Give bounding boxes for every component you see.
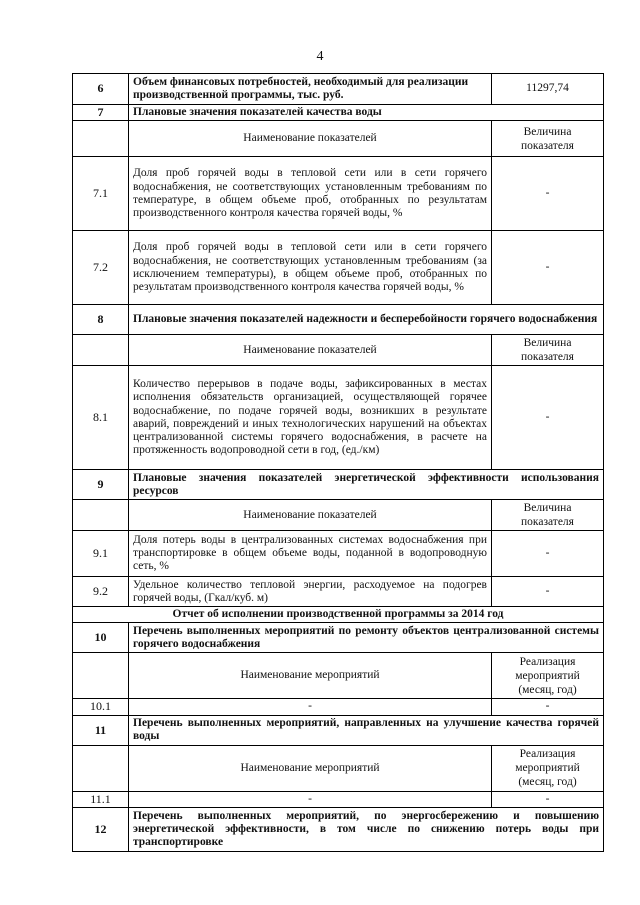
section-number: 11 bbox=[73, 715, 129, 745]
header-name: Наименование показателей bbox=[129, 121, 492, 157]
section-row bbox=[73, 715, 604, 745]
header-value: Величина показателя bbox=[492, 121, 604, 157]
section-title: Плановые значения показателей надежности и бесперебойности горячего водоснабжения bbox=[129, 305, 604, 335]
row-text: Количество перерывов в подаче воды, зафиксированных в местах исполнения обязательств организацией, осуществляющей горячее водоснабжение, по подаче горячей воды, возникших в результате аварий, повреждений и иных технологических нарушений на объектах централизованной системы горячего водоснабжения, в расчете на протяженность водопроводной сети в год, (ед./км) bbox=[129, 366, 492, 470]
header-row bbox=[73, 335, 604, 366]
table-row bbox=[73, 231, 604, 305]
row-text: Удельное количество тепловой энергии, расходуемое на подогрев горячей воды, (Гкал/куб. м) bbox=[129, 577, 492, 607]
row-number: 8.1 bbox=[73, 366, 129, 470]
header-value: Величина показателя bbox=[492, 500, 604, 531]
header-row bbox=[73, 653, 604, 699]
header-name: Наименование показателей bbox=[129, 335, 492, 366]
row-value: - bbox=[492, 366, 604, 470]
row-number: 9.1 bbox=[73, 531, 129, 577]
section-number: 8 bbox=[73, 305, 129, 335]
header-value: Реализация мероприятий (месяц, год) bbox=[492, 745, 604, 791]
row-value: - bbox=[492, 157, 604, 231]
row-number: 6 bbox=[73, 74, 129, 105]
section-row bbox=[73, 470, 604, 500]
section-title: Плановые значения показателей качества воды bbox=[129, 105, 604, 121]
header-name: Наименование мероприятий bbox=[129, 653, 492, 699]
row-value: - bbox=[492, 791, 604, 807]
section-row bbox=[73, 105, 604, 121]
section-title: Плановые значения показателей энергетической эффективности использования ресурсов bbox=[129, 470, 604, 500]
header-row bbox=[73, 121, 604, 157]
section-number: 7 bbox=[73, 105, 129, 121]
table-row bbox=[73, 791, 604, 807]
header-row bbox=[73, 500, 604, 531]
empty-cell bbox=[73, 745, 129, 791]
row-number: 7.2 bbox=[73, 231, 129, 305]
table-row bbox=[73, 699, 604, 715]
section-title: Перечень выполненных мероприятий, направленных на улучшение качества горячей воды bbox=[129, 715, 604, 745]
empty-cell bbox=[73, 653, 129, 699]
empty-cell bbox=[73, 500, 129, 531]
report-title-row bbox=[73, 607, 604, 623]
row-text: Доля проб горячей воды в тепловой сети или в сети горячего водоснабжения, не соответствующих установленным требованиям (за исключением температуры), в общем объеме проб, отобранных по результатам производственного контроля качества горячей воды, % bbox=[129, 231, 492, 305]
section-row bbox=[73, 305, 604, 335]
row-number: 11.1 bbox=[73, 791, 129, 807]
header-name: Наименование показателей bbox=[129, 500, 492, 531]
table-row bbox=[73, 157, 604, 231]
row-value: - bbox=[492, 577, 604, 607]
row-value: - bbox=[492, 531, 604, 577]
empty-cell bbox=[73, 335, 129, 366]
table-row bbox=[73, 577, 604, 607]
row-text: - bbox=[129, 791, 492, 807]
table-row bbox=[73, 531, 604, 577]
header-value: Величина показателя bbox=[492, 335, 604, 366]
table-row bbox=[73, 74, 604, 105]
report-title: Отчет об исполнении производственной программы за 2014 год bbox=[73, 607, 604, 623]
row-text: Доля потерь воды в централизованных системах водоснабжения при транспортировке в общем объеме воды, поданной в водопроводную сеть, % bbox=[129, 531, 492, 577]
header-value: Реализация мероприятий (месяц, год) bbox=[492, 653, 604, 699]
row-number: 10.1 bbox=[73, 699, 129, 715]
section-number: 9 bbox=[73, 470, 129, 500]
row-text: Доля проб горячей воды в тепловой сети или в сети горячего водоснабжения, не соответствующих установленным требованиям по температуре, в общем объеме проб, отобранных по результатам производственного контроля качества горячей воды, % bbox=[129, 157, 492, 231]
row-value: - bbox=[492, 231, 604, 305]
production-program-table bbox=[72, 73, 604, 852]
section-row bbox=[73, 623, 604, 653]
section-number: 12 bbox=[73, 807, 129, 851]
section-number: 10 bbox=[73, 623, 129, 653]
section-row bbox=[73, 807, 604, 851]
empty-cell bbox=[73, 121, 129, 157]
row-value: - bbox=[492, 699, 604, 715]
section-title: Перечень выполненных мероприятий по ремонту объектов централизованной системы горячего водоснабжения bbox=[129, 623, 604, 653]
row-number: 7.1 bbox=[73, 157, 129, 231]
table-row bbox=[73, 366, 604, 470]
row-number: 9.2 bbox=[73, 577, 129, 607]
row-text: Объем финансовых потребностей, необходимый для реализации производственной программы, тыс. руб. bbox=[129, 74, 492, 105]
header-row bbox=[73, 745, 604, 791]
section-title: Перечень выполненных мероприятий, по энергосбережению и повышению энергетической эффективности, в том числе по снижению потерь воды при транспортировке bbox=[129, 807, 604, 851]
row-value: 11297,74 bbox=[492, 74, 604, 105]
header-name: Наименование мероприятий bbox=[129, 745, 492, 791]
row-text: - bbox=[129, 699, 492, 715]
page-number: 4 bbox=[316, 49, 324, 64]
